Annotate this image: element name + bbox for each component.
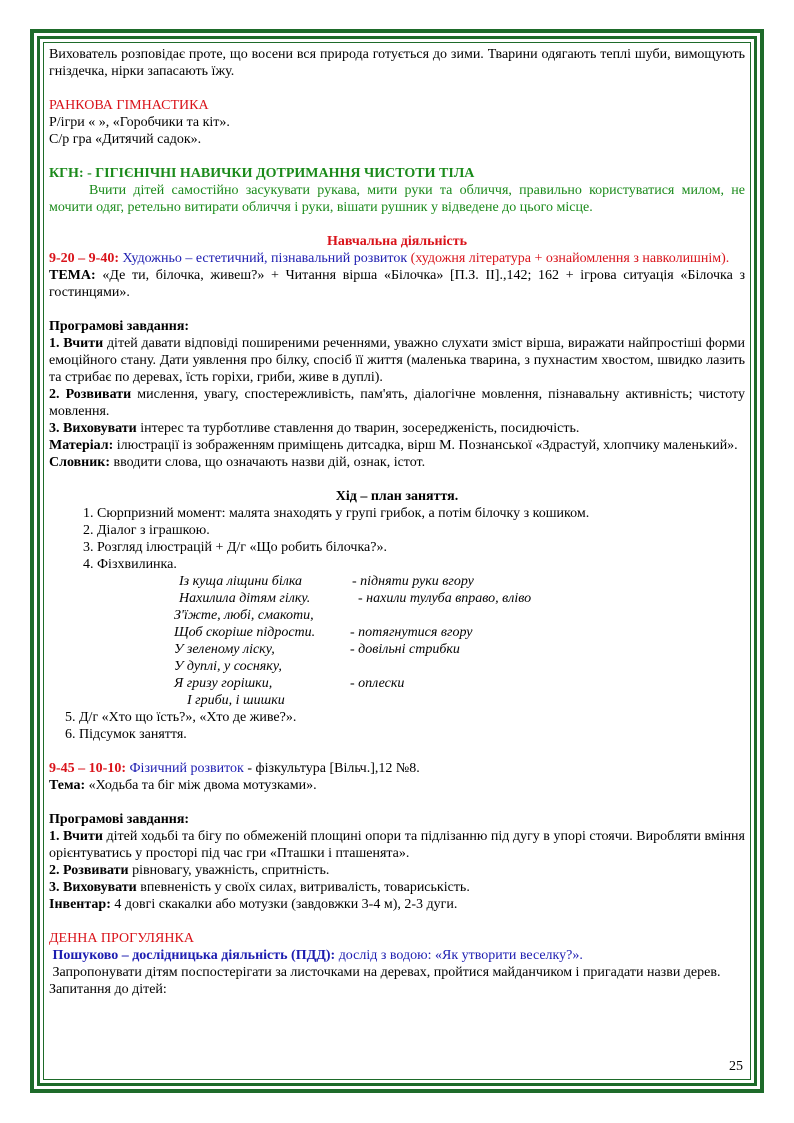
plan-steps (49, 505, 745, 573)
walk-questions: Запитання до дітей: (49, 982, 167, 997)
poem-action: - довільні стрибки (350, 642, 460, 657)
poem-action: - підняти руки вгору (352, 574, 474, 589)
plan-step-5: 5. Д/г «Хто що їсть?», «Хто де живе?». (65, 710, 297, 725)
lesson2-theme: Тема: «Ходьба та біг між двома мотузками». (49, 778, 317, 793)
plan-step: 3. Розгляд ілюстрацій + Д/г «Що робить білочка?». (97, 539, 745, 556)
poem-action: - потягнутися вгору (350, 625, 473, 640)
walk-research (49, 947, 745, 964)
plan-heading: Хід – план заняття. (335, 489, 459, 504)
plan-step: 2. Діалог з іграшкою. (97, 522, 745, 539)
lesson1-tasks-heading: Програмові завдання: (49, 319, 190, 334)
poem-verse: Щоб скоріше підрости. (174, 625, 316, 640)
lesson1-material: Матеріал: ілюстрації із зображенням приміщень дитсадка, вірш М. Познанської «Здрастуй, хлопчику маленький». (49, 438, 738, 453)
lesson2-tasks-heading: Програмові завдання: (49, 812, 190, 827)
poem-verse: Із куща ліщини білка (179, 574, 303, 589)
morning-line-2: С/р гра «Дитячий садок». (49, 132, 202, 147)
plan-step: 1. Сюрпризний момент: малята знаходять у групі грибок, а потім білочку з кошиком. (97, 505, 745, 522)
kgn-text: Вчити дітей самостійно засукувати рукава, мити руки та обличчя, правильно користуватися милом, не мочити одяг, ретельно витирати обличчя і руки, вішати рушник у відведене до цього місце. (49, 183, 745, 215)
lesson2-task-2: 2. Розвивати рівновагу, уважність, спритність. (49, 863, 330, 878)
lesson2-header (49, 760, 745, 777)
page-content (49, 46, 745, 998)
lesson1-task-1: 1. Вчити дітей давати відповіді поширеними реченнями, уважно слухати зміст вірша, виражати найпростіші форми емоційного стану. Дати уявлення про білку, спосіб її життя (маленька тварина, з пухнастим хвостом, швидко лазить та стрибає по деревах, їсть горіхи, гриби, живе в дуплі). (49, 336, 746, 385)
lesson-section-title: Навчальна діяльність (326, 234, 467, 249)
lesson1-theme: ТЕМА: «Де ти, білочка, живеш?» + Читання вірша «Білочка» [П.З. ІІ].,142; 162 + ігрова ситуація «Білочка з гостинцями». (49, 268, 746, 300)
poem-verse: Я гризу горішки, (174, 676, 273, 691)
walk-heading: ДЕННА ПРОГУЛЯНКА (49, 931, 194, 946)
poem-verse: У дуплі, у сосняку, (174, 659, 282, 674)
lesson1-task-2: 2. Розвивати мислення, увагу, спостережливість, пам'ять, діалогічне мовлення, пізнавальну активність; чистоту мовлення. (49, 387, 745, 419)
lesson2-direction-extra: - фізкультура [Вільч.],12 №8. (247, 761, 420, 776)
lesson2-inventory: Інвентар: 4 довгі скакалки або мотузки (завдовжки 3-4 м), 2-3 дуги. (49, 897, 458, 912)
lesson1-time: 9-20 – 9-40: (49, 251, 119, 266)
intro-paragraph: Вихователь розповідає проте, що восени вся природа готується до зими. Тварини одягають теплі шуби, вимощують гніздечка, нірки запасають їжу. (49, 47, 745, 79)
poem-verse: З'їжте, любі, смакоти, (174, 608, 314, 623)
research-label: Пошуково – дослідницька діяльність (ПДД): (52, 948, 336, 963)
plan-step: 4. Фізхвилинка. (97, 556, 745, 573)
poem-verse: І гриби, і шишки (187, 693, 285, 708)
lesson1-header (49, 250, 745, 267)
lesson2-task-3: 3. Виховувати впевненість у своїх силах, витривалість, товариськість. (49, 880, 470, 895)
morning-heading: РАНКОВА ГІМНАСТИКА (49, 98, 209, 113)
poem-verse: Нахилила дітям гілку. (179, 591, 311, 606)
exercise-poem (49, 573, 745, 709)
lesson1-task-3: 3. Виховувати інтерес та турботливе ставлення до тварин, зосередженість, посидючість. (49, 421, 580, 436)
poem-verse: У зеленому ліску, (174, 642, 275, 657)
poem-action: - нахили тулуба вправо, вліво (358, 591, 532, 606)
lesson2-direction: Фізичний розвиток (129, 761, 244, 776)
lesson2-task-1: 1. Вчити дітей ходьбі та бігу по обмеженій площині опори та підлізанню під дугу в упорі стоячи. Виробляти вміння орієнтуватись у просторі під час гри «Пташки і пташенята». (49, 829, 745, 861)
poem-action: - оплески (350, 676, 405, 691)
morning-line-1: Р/ігри « », «Горобчики та кіт». (49, 115, 230, 130)
plan-step-6: 6. Підсумок заняття. (65, 727, 187, 742)
research-text: дослід з водою: «Як утворити веселку?». (338, 948, 583, 963)
lesson1-direction-extra: (художня література + ознайомлення з навколишнім). (410, 251, 730, 266)
kgn-heading: КГН: - ГІГІЄНІЧНІ НАВИЧКИ ДОТРИМАННЯ ЧИСТОТИ ТІЛА (49, 166, 475, 181)
lesson1-vocabulary: Словник: вводити слова, що означають назви дій, ознак, істот. (49, 455, 426, 470)
page-number: 25 (729, 1059, 743, 1074)
walk-text: Запропонувати дітям поспостерігати за листочками на деревах, пройтися майданчиком і пригадати назви дерев. (52, 965, 721, 980)
lesson1-direction: Художньо – естетичний, пізнавальний розвиток (122, 251, 408, 266)
lesson2-time: 9-45 – 10-10: (49, 761, 126, 776)
